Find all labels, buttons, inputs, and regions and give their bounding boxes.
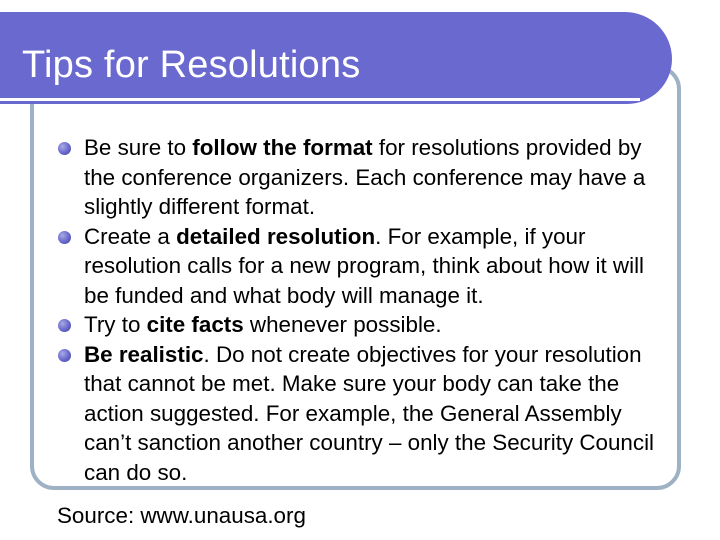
bullet-text-emphasis: Be realistic [84, 341, 204, 367]
source-citation: Source: www.unausa.org [57, 503, 306, 528]
bullet-text-emphasis: cite facts [146, 312, 244, 337]
bullet-text-emphasis: follow the format [192, 135, 373, 160]
bullet-text-emphasis: detailed resolution [176, 223, 376, 249]
bullet-dot-icon [58, 231, 71, 244]
bullet-text-post: . For example, if your resolution calls for a new program, think about how it will be funded and what body will manage it. [84, 223, 645, 308]
bullet-dot-icon [58, 142, 71, 155]
bullet-text-pre: Try to [84, 312, 147, 337]
bullet-dot-icon [58, 349, 71, 362]
bullet-text-post: whenever possible. [243, 312, 442, 337]
bullet-text-pre: Create a [84, 223, 177, 249]
bullet-item [58, 222, 668, 311]
bullet-text-post: for resolutions provided by the conference organizers. Each conference may have a slightly different format. [84, 135, 646, 219]
bullet-item [58, 133, 668, 222]
title-bar [0, 12, 672, 104]
bullet-item [58, 340, 668, 488]
bullet-dot-icon [58, 319, 71, 332]
bullet-list [58, 133, 668, 487]
slide-title: Tips for Resolutions [22, 44, 361, 86]
bullet-text-pre: Be sure to [84, 135, 193, 160]
bullet-item [58, 310, 668, 340]
bullet-text-post: . Do not create objectives for your resolution that cannot be met. Make sure your body can take the action suggested. For example, the General Assembly can’t sanction another country – only the Security Council can do so. [84, 341, 655, 485]
